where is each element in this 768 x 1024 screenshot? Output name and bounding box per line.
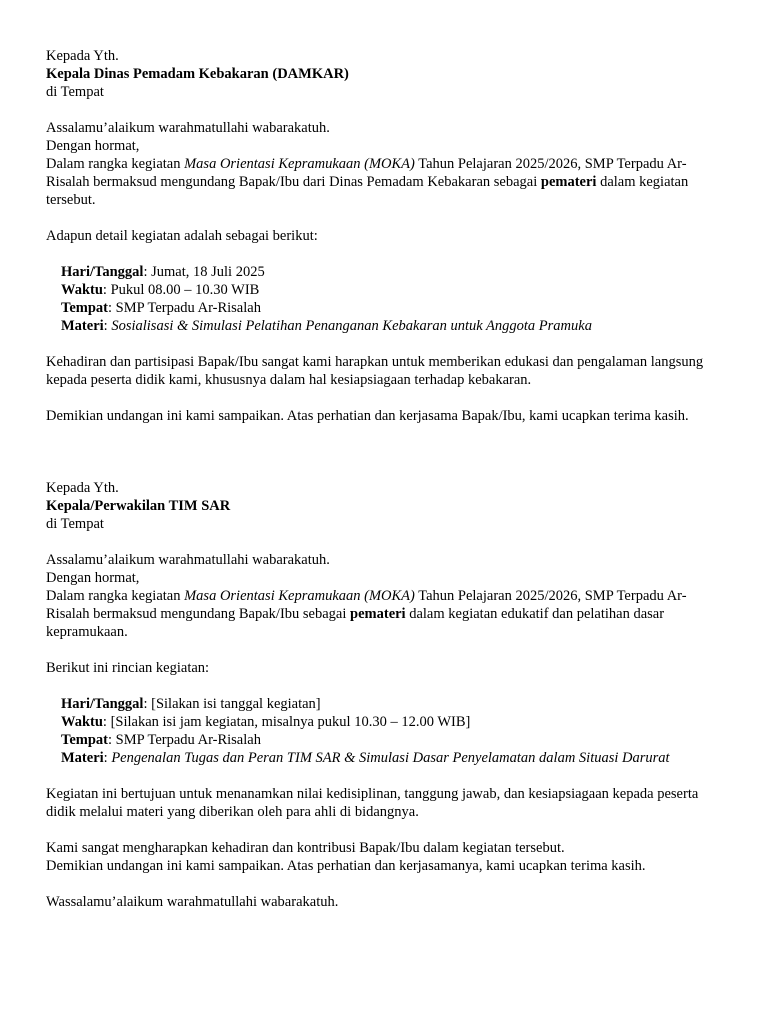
opening: Dengan hormat, <box>46 138 140 154</box>
detail-material <box>61 749 726 767</box>
salutation: Kepada Yth. <box>46 480 119 496</box>
intro-paragraph <box>46 587 726 641</box>
detail-date <box>61 695 726 713</box>
detail-label: Hari/Tanggal <box>61 264 144 280</box>
detail-label: Materi <box>61 318 104 334</box>
opening: Dengan hormat, <box>46 570 140 586</box>
detail-separator: : <box>103 750 112 766</box>
event-details <box>46 263 726 335</box>
body-paragraph: Kehadiran dan partisipasi Bapak/Ibu sangat kami harapkan untuk memberikan edukasi dan pengalaman langsung kepada peserta didik kami, khususnya dalam hal kesiapsiagaan terhadap kebakaran. <box>46 354 704 388</box>
detail-label: Tempat <box>61 732 108 748</box>
detail-separator: : <box>103 318 112 334</box>
intro-text: dalam kegiatan edukatif dan pelatihan dasar kepramukaan. <box>46 606 665 640</box>
detail-time <box>61 281 726 299</box>
closing-paragraph: Demikian undangan ini kami sampaikan. Atas perhatian dan kerjasamanya, kami ucapkan terima kasih. <box>46 858 646 874</box>
body-paragraph: Kegiatan ini bertujuan untuk menanamkan nilai kedisiplinan, tanggung jawab, dan kesiapsiagaan kepada peserta didik melalui materi yang diberikan oleh para ahli di bidangnya. <box>46 786 699 820</box>
greeting: Assalamu’alaikum warahmatullahi wabarakatuh. <box>46 120 330 136</box>
detail-time <box>61 713 726 731</box>
role-text: pemateri <box>540 174 597 190</box>
detail-value: : Jumat, 18 Juli 2025 <box>143 264 265 280</box>
event-details <box>46 695 726 767</box>
detail-value: Pengenalan Tugas dan Peran TIM SAR & Simulasi Dasar Penyelamatan dalam Situasi Darurat <box>111 750 670 766</box>
detail-value: : [Silakan isi jam kegiatan, misalnya pukul 10.30 – 12.00 WIB] <box>102 714 471 730</box>
role-text: pemateri <box>350 606 406 622</box>
detail-label: Waktu <box>61 714 103 730</box>
detail-intro: Berikut ini rincian kegiatan: <box>46 660 210 676</box>
intro-text: Dalam rangka kegiatan <box>46 588 185 604</box>
detail-label: Tempat <box>61 300 108 316</box>
detail-place <box>61 731 726 749</box>
recipient: Kepala/Perwakilan TIM SAR <box>46 498 231 514</box>
detail-value: : Pukul 08.00 – 10.30 WIB <box>102 282 260 298</box>
event-name: Masa Orientasi Kepramukaan (MOKA) <box>184 588 415 604</box>
event-name: Masa Orientasi Kepramukaan (MOKA) <box>184 156 415 172</box>
intro-text: Tahun Pelajaran 2025/2026, SMP Terpadu Ar-Risalah bermaksud mengundang Bapak/Ibu dari Dinas Pemadam Kebakaran sebagai <box>46 156 687 190</box>
place: di Tempat <box>46 84 104 100</box>
invitation-letter-damkar <box>46 47 726 425</box>
intro-text: Dalam rangka kegiatan <box>46 156 185 172</box>
detail-value: Sosialisasi & Simulasi Pelatihan Penanganan Kebakaran untuk Anggota Pramuka <box>111 318 592 334</box>
detail-material <box>61 317 726 335</box>
intro-text: dalam kegiatan tersebut. <box>46 174 689 208</box>
place: di Tempat <box>46 516 104 532</box>
invitation-letter-tim-sar <box>46 479 726 911</box>
greeting: Assalamu’alaikum warahmatullahi wabarakatuh. <box>46 552 330 568</box>
detail-date <box>61 263 726 281</box>
intro-text: Tahun Pelajaran 2025/2026, SMP Terpadu Ar-Risalah bermaksud mengundang Bapak/Ibu sebagai <box>46 588 687 622</box>
detail-label: Waktu <box>61 282 103 298</box>
salutation: Kepada Yth. <box>46 48 119 64</box>
recipient: Kepala Dinas Pemadam Kebakaran (DAMKAR) <box>46 66 349 82</box>
body-paragraph: Kami sangat mengharapkan kehadiran dan kontribusi Bapak/Ibu dalam kegiatan tersebut. <box>46 840 565 856</box>
detail-value: : SMP Terpadu Ar-Risalah <box>108 732 261 748</box>
closing-paragraph: Demikian undangan ini kami sampaikan. Atas perhatian dan kerjasama Bapak/Ibu, kami ucapkan terima kasih. <box>46 408 689 424</box>
closing-greeting: Wassalamu’alaikum warahmatullahi wabarakatuh. <box>46 894 339 910</box>
detail-label: Materi <box>61 750 104 766</box>
detail-intro: Adapun detail kegiatan adalah sebagai berikut: <box>46 228 318 244</box>
detail-place <box>61 299 726 317</box>
intro-paragraph <box>46 155 726 209</box>
detail-label: Hari/Tanggal <box>61 696 144 712</box>
detail-value: : [Silakan isi tanggal kegiatan] <box>143 696 321 712</box>
detail-value: : SMP Terpadu Ar-Risalah <box>108 300 261 316</box>
